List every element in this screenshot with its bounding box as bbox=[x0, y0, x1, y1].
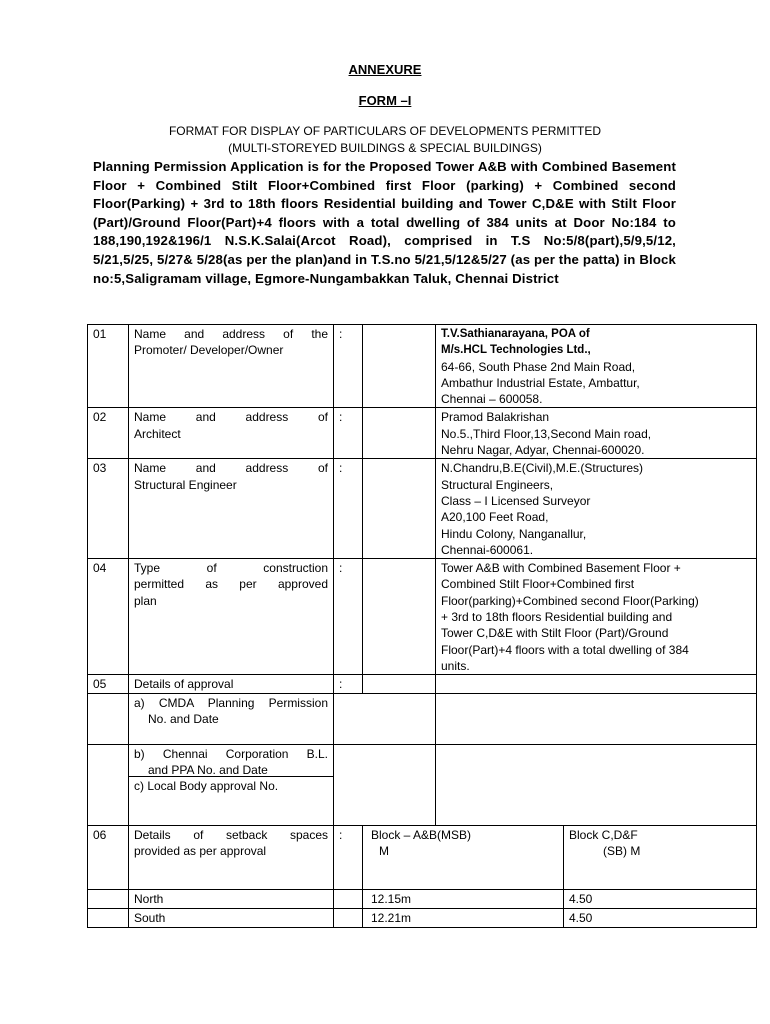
label-line: b) Chennai Corporation B.L. bbox=[134, 746, 328, 761]
table-row bbox=[88, 675, 757, 693]
label-line: No. and Date bbox=[148, 711, 219, 726]
label-line: provided as per approval bbox=[134, 843, 267, 858]
table-row bbox=[88, 459, 757, 559]
particulars-table bbox=[87, 324, 757, 928]
column-unit: M bbox=[379, 843, 389, 858]
row-label bbox=[129, 559, 334, 675]
empty-cell bbox=[436, 675, 757, 693]
colon: : bbox=[334, 325, 363, 408]
value-line: 64-66, South Phase 2nd Main Road, bbox=[441, 359, 636, 374]
value-line: T.V.Sathianarayana, POA of bbox=[441, 328, 590, 340]
row-number: 06 bbox=[88, 825, 129, 889]
setback-ab-value: 12.21m bbox=[363, 908, 564, 927]
setback-cdf-value: 4.50 bbox=[564, 889, 757, 908]
table-row bbox=[88, 744, 757, 825]
empty-cell bbox=[363, 559, 436, 675]
colon: : bbox=[334, 408, 363, 459]
value-line: Chennai-600061. bbox=[441, 542, 534, 557]
colon: : bbox=[334, 459, 363, 559]
table-row bbox=[88, 889, 757, 908]
value-line: Floor(parking)+Combined second Floor(Parking) bbox=[441, 593, 699, 608]
row-number: 04 bbox=[88, 559, 129, 675]
row-label bbox=[129, 408, 334, 459]
empty-cell bbox=[363, 325, 436, 408]
setback-column-ab bbox=[363, 825, 564, 889]
row-value bbox=[436, 459, 757, 559]
column-header: Block – A&B(MSB) bbox=[371, 827, 472, 842]
format-subtitle: (MULTI-STOREYED BUILDINGS & SPECIAL BUILDINGS) bbox=[228, 141, 542, 155]
empty-cell bbox=[334, 889, 363, 908]
label-line: permitted as per approved bbox=[134, 577, 328, 592]
table-row bbox=[88, 559, 757, 675]
row-number: 03 bbox=[88, 459, 129, 559]
row-label bbox=[129, 693, 334, 744]
form-heading: FORM –I bbox=[358, 93, 412, 108]
row-label bbox=[129, 825, 334, 889]
row-label bbox=[129, 744, 334, 825]
planning-permission-description: Planning Permission Application is for the Proposed Tower A&B with Combined Basement Floor + Combined Stilt Floor+Combined first Floor (parking) + Combined second Floor(Parking) + 3rd to 18th floors Residential building and Tower C,D&E with Stilt Floor (Part)/Ground Floor(Part)+4 floors with a total dwelling of 384 units at Door No:184 to 188,190,192&196/1 N.S.K.Salai(Arcot Road), comprised in T.S No:5/8(part),5/9,5/12, 5/21,5/25, 5/27& 5/28(as per the plan)and in T.S.no 5/21,5/12&5/27 (as per the patta) in Block no:5,Saligramam village, Egmore-Nungambakkan Taluk, Chennai District bbox=[93, 159, 676, 286]
empty-cell bbox=[88, 744, 129, 825]
label-line: Name and address of bbox=[134, 461, 328, 476]
value-line: Pramod Balakrishan bbox=[441, 410, 550, 425]
row-number: 02 bbox=[88, 408, 129, 459]
empty-cell bbox=[334, 908, 363, 927]
value-line: Structural Engineers, bbox=[441, 477, 554, 492]
value-line: Chennai – 600058. bbox=[441, 392, 543, 407]
label-line: Details of setback spaces bbox=[134, 827, 328, 842]
table-row bbox=[88, 825, 757, 889]
value-line: + 3rd to 18th floors Residential building and bbox=[441, 610, 673, 625]
colon: : bbox=[334, 559, 363, 675]
label-line: Name and address of the bbox=[134, 327, 328, 341]
row-number: 01 bbox=[88, 325, 129, 408]
column-unit: (SB) M bbox=[603, 843, 641, 858]
value-line: Tower A&B with Combined Basement Floor + bbox=[441, 561, 681, 576]
value-line: Combined Stilt Floor+Combined first bbox=[441, 577, 635, 592]
label-line: c) Local Body approval No. bbox=[134, 778, 279, 793]
empty-cell bbox=[363, 459, 436, 559]
row-number: 05 bbox=[88, 675, 129, 693]
setback-side: South bbox=[129, 908, 334, 927]
table-row bbox=[88, 325, 757, 408]
label-line: a) CMDA Planning Permission bbox=[134, 695, 328, 710]
column-header: Block C,D&F bbox=[569, 827, 638, 842]
value-line: Hindu Colony, Nanganallur, bbox=[441, 526, 587, 541]
empty-cell bbox=[363, 675, 436, 693]
label-line: plan bbox=[134, 593, 157, 608]
empty-cell bbox=[363, 408, 436, 459]
empty-cell bbox=[436, 693, 757, 744]
setback-column-cdf bbox=[564, 825, 757, 889]
row-value bbox=[436, 325, 757, 408]
value-line: N.Chandru,B.E(Civil),M.E.(Structures) bbox=[441, 461, 644, 476]
row-label bbox=[129, 459, 334, 559]
row-label: Details of approval bbox=[129, 675, 334, 693]
value-line: A20,100 Feet Road, bbox=[441, 510, 549, 525]
value-line: Floor(Part)+4 floors with a total dwelling of 384 bbox=[441, 642, 689, 657]
value-line: Tower C,D&E with Stilt Floor (Part)/Ground bbox=[441, 626, 669, 641]
setback-cdf-value: 4.50 bbox=[564, 908, 757, 927]
empty-cell bbox=[88, 889, 129, 908]
label-line: Name and address of bbox=[134, 410, 328, 425]
colon: : bbox=[334, 825, 363, 889]
label-line: and PPA No. and Date bbox=[148, 762, 268, 777]
value-line: Ambathur Industrial Estate, Ambattur, bbox=[441, 375, 640, 390]
format-title: FORMAT FOR DISPLAY OF PARTICULARS OF DEVELOPMENTS PERMITTED bbox=[168, 124, 602, 138]
row-value bbox=[436, 408, 757, 459]
label-line: Promoter/ Developer/Owner bbox=[134, 343, 284, 358]
table-row bbox=[88, 408, 757, 459]
value-line: units. bbox=[441, 658, 470, 673]
value-line: Nehru Nagar, Adyar, Chennai-600020. bbox=[441, 443, 645, 458]
setback-ab-value: 12.15m bbox=[363, 889, 564, 908]
value-line: No.5.,Third Floor,13,Second Main road, bbox=[441, 426, 652, 441]
setback-side: North bbox=[129, 889, 334, 908]
label-line: Architect bbox=[134, 426, 181, 441]
row-value bbox=[436, 559, 757, 675]
label-line: Type of construction bbox=[134, 561, 328, 576]
colon: : bbox=[334, 675, 363, 693]
value-line: Class – I Licensed Surveyor bbox=[441, 493, 591, 508]
annexure-heading: ANNEXURE bbox=[348, 62, 422, 77]
empty-cell bbox=[334, 693, 436, 744]
empty-cell bbox=[334, 744, 436, 825]
empty-cell bbox=[88, 908, 129, 927]
empty-cell bbox=[88, 693, 129, 744]
table-row bbox=[88, 908, 757, 927]
empty-cell bbox=[436, 744, 757, 825]
label-line: Structural Engineer bbox=[134, 477, 237, 492]
value-line: M/s.HCL Technologies Ltd., bbox=[441, 344, 591, 357]
row-label bbox=[129, 325, 334, 408]
table-row bbox=[88, 693, 757, 744]
